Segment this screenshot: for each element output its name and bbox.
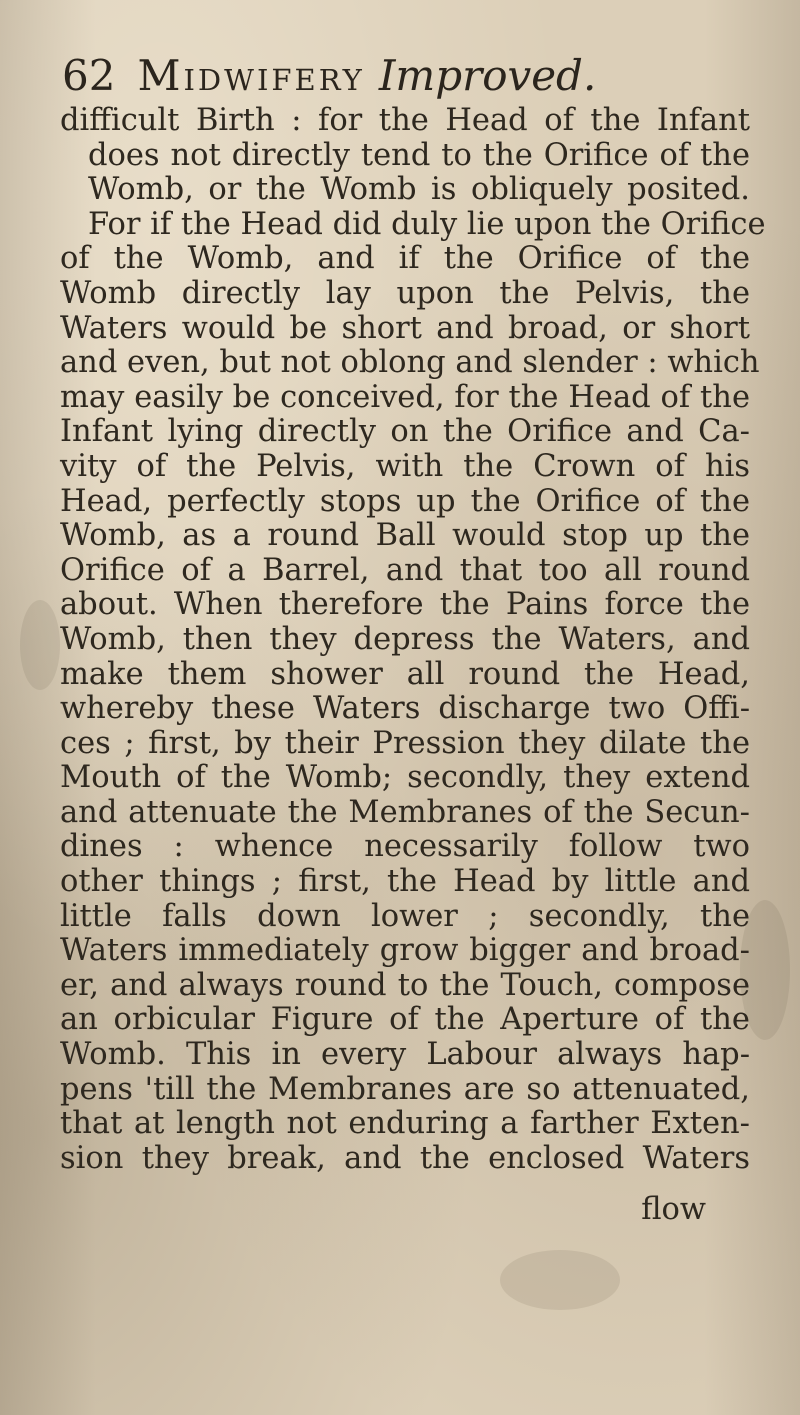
text-line: may easily be conceived, for the Head of the: [60, 379, 750, 415]
running-title: Midwifery: [137, 51, 365, 100]
paper-stain: [500, 1250, 620, 1310]
text-line: er, and always round to the Touch, compose: [60, 967, 750, 1003]
page-number: 62: [62, 51, 116, 100]
text-line: Waters would be short and broad, or short: [60, 310, 750, 346]
text-line: Womb, then they depress the Waters, and: [60, 621, 750, 657]
text-line: of the Womb, and if the Orifice of the: [60, 241, 750, 277]
text-line: Head, perfectly stops up the Orifice of the: [60, 483, 750, 519]
text-line: pens 'till the Membranes are so attenuated,: [60, 1071, 750, 1107]
text-line: dines : whence necessarily follow two: [60, 829, 750, 865]
catchword: flow: [641, 1192, 706, 1227]
text-line: does not directly tend to the Orifice of the: [88, 137, 750, 173]
text-line: Womb directly lay upon the Pelvis, the: [60, 275, 750, 311]
running-header: [62, 46, 762, 106]
text-line: other things ; first, the Head by little and: [60, 864, 750, 900]
text-line: For if the Head did duly lie upon the Orifice: [88, 206, 766, 242]
paper-stain: [20, 600, 60, 690]
running-title-italic: Improved.: [378, 51, 597, 100]
text-line: an orbicular Figure of the Aperture of the: [60, 1002, 750, 1038]
text-line: and attenuate the Membranes of the Secun-: [60, 794, 750, 830]
text-line: Orifice of a Barrel, and that too all round: [60, 552, 750, 588]
text-line: vity of the Pelvis, with the Crown of his: [60, 448, 750, 484]
text-line: sion they break, and the enclosed Waters: [60, 1140, 750, 1176]
text-line: Womb, or the Womb is obliquely posited.: [88, 172, 750, 208]
text-line: Waters immediately grow bigger and broad-: [60, 933, 750, 969]
text-line: about. When therefore the Pains force the: [60, 587, 750, 623]
text-line: whereby these Waters discharge two Offi-: [60, 691, 750, 727]
text-line: difficult Birth : for the Head of the Infant: [60, 103, 750, 138]
text-line: Infant lying directly on the Orifice and Ca-: [60, 414, 750, 450]
text-line: Womb, as a round Ball would stop up the: [60, 518, 750, 554]
text-line: ces ; first, by their Pression they dilate the: [60, 725, 750, 761]
text-line: Mouth of the Womb; secondly, they extend: [60, 760, 750, 796]
text-line: Womb. This in every Labour always hap-: [60, 1037, 750, 1073]
body-text: [60, 103, 766, 1176]
text-line: and even, but not oblong and slender : which: [60, 345, 760, 381]
text-line: make them shower all round the Head,: [60, 656, 750, 692]
text-line: little falls down lower ; secondly, the: [60, 898, 750, 934]
text-line: that at length not enduring a farther Exten-: [60, 1106, 750, 1142]
